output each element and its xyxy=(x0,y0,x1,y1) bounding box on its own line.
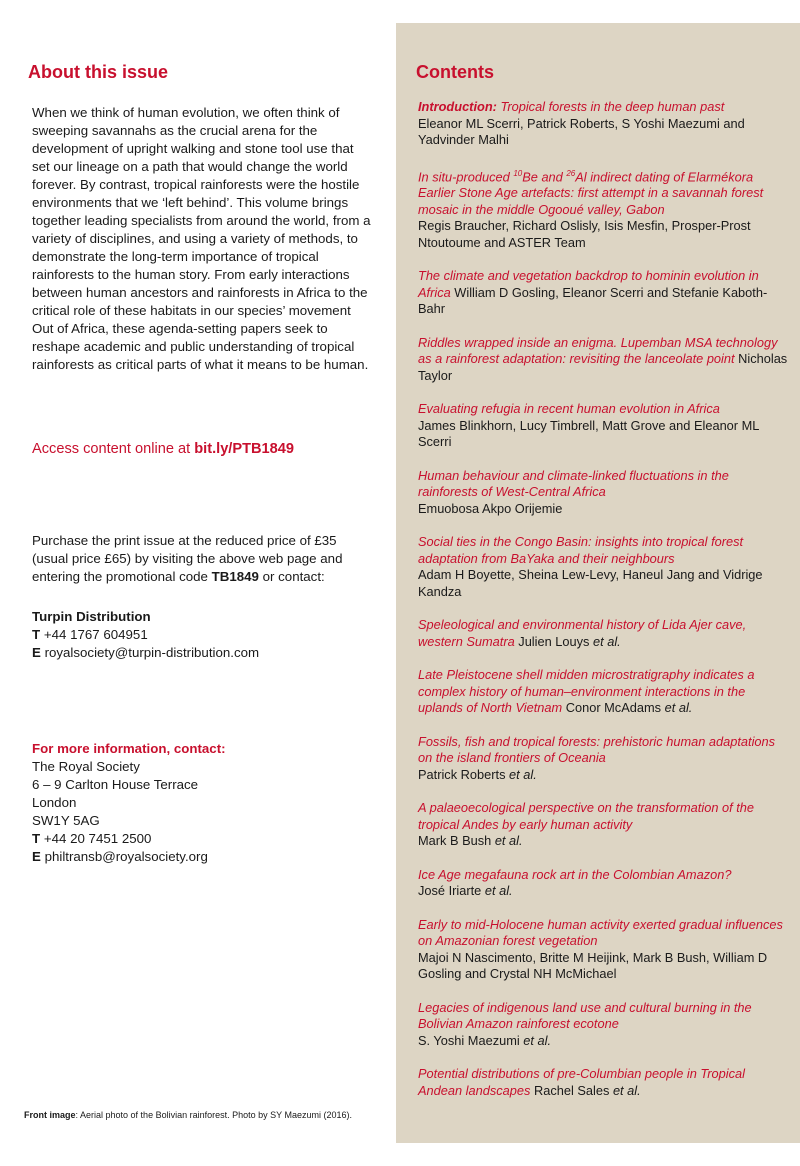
contents-entry[interactable] xyxy=(418,617,788,650)
contents-entry[interactable] xyxy=(418,534,788,600)
entry-title: Potential distributions of pre-Columbian people in Tropical Andean landscapes xyxy=(418,1066,745,1098)
caption-text: : Aerial photo of the Bolivian rainforest. Photo by SY Maezumi (2016). xyxy=(75,1110,353,1120)
purchase-suffix: or contact: xyxy=(258,569,325,584)
entry-authors: S. Yoshi Maezumi xyxy=(418,1032,524,1048)
entry-title: Tropical forests in the deep human past xyxy=(496,99,725,114)
access-line xyxy=(32,441,294,457)
entry-authors: Mark B Bush xyxy=(418,833,495,849)
entry-etal: et al. xyxy=(664,700,693,716)
contents-entry[interactable] xyxy=(418,800,788,850)
entry-authors: Julien Louys xyxy=(514,633,593,649)
entry-title: Evaluating refugia in recent human evolution in Africa xyxy=(418,401,720,417)
entry-sup-26: 26 xyxy=(566,168,576,178)
entry-title: Early to mid-Holocene human activity exerted gradual influences on Amazonian forest vegetation xyxy=(418,916,783,949)
entry-title-mid: Be and xyxy=(522,168,567,184)
entry-title: Speleological and environmental history of Lida Ajer cave, western Sumatra xyxy=(418,617,747,649)
entry-authors: Rachel Sales xyxy=(530,1082,613,1098)
entry-etal: et al. xyxy=(523,1032,552,1048)
contents-entry[interactable] xyxy=(418,667,788,717)
contents-entry[interactable] xyxy=(418,1066,788,1099)
access-link[interactable]: bit.ly/PTB1849 xyxy=(194,441,295,457)
entry-etal: et al. xyxy=(592,633,621,649)
contents-entry[interactable] xyxy=(418,734,788,784)
contact-line: 6 – 9 Carlton House Terrace xyxy=(32,777,199,792)
entry-lead xyxy=(418,99,497,114)
entry-title: Al indirect dating of Elarmékora Earlier Stone Age artefacts: first attempt in a savannah forest mosaic in the middle Ogooué valley, Gabon xyxy=(418,168,764,217)
entry-title-pre: In situ-produced xyxy=(418,168,514,184)
promo-code: TB1849 xyxy=(211,569,259,584)
entry-etal: et al. xyxy=(484,883,513,899)
entry-etal: et al. xyxy=(494,833,523,849)
contents-title: Contents xyxy=(416,62,494,82)
entry-title: Riddles wrapped inside an enigma. Lupemban MSA technology as a rainforest adaptation: revisiting the lanceolate point xyxy=(418,334,778,367)
contact-line: The Royal Society xyxy=(32,759,140,774)
entry-authors: Adam H Boyette, Sheina Lew-Levy, Haneul Jang and Vidrige Kandza xyxy=(418,567,763,599)
contents-list xyxy=(418,99,788,1116)
contents-entry[interactable] xyxy=(418,268,788,318)
about-body: When we think of human evolution, we often think of sweeping savannahs as the crucial arena for the development of upright walking and stone tool use that set our lineage on a path that would change the world forever. By contrast, tropical rainforests were the hostile environments that we ‘left behind’. This volume brings together leading specialists from around the world, from a variety of disciplines, and using a variety of methods, to demonstrate the long-term importance of tropical rainforests to the human story. From early interactions between human ancestors and rainforests in Africa to the critical role of these habitats in our species’ movement Out of Africa, these agenda-setting papers seek to reshape academic and public understanding of tropical rainforests as critical parts of what it means to be human. xyxy=(32,105,371,372)
entry-title: Human behaviour and climate-linked fluctuations in the rainforests of West-Central Africa xyxy=(418,467,729,500)
contents-entry[interactable] xyxy=(418,401,788,451)
entry-etal: et al. xyxy=(612,1082,641,1098)
contact-email-label: E xyxy=(32,849,41,864)
entry-authors: José Iriarte xyxy=(418,883,485,899)
entry-authors: Conor McAdams xyxy=(562,700,665,716)
entry-sup-10: 10 xyxy=(513,168,523,178)
distributor-phone: +44 1767 604951 xyxy=(40,627,148,642)
access-prefix: Access content online at xyxy=(32,441,195,457)
entry-title: Fossils, fish and tropical forests: prehistoric human adaptations on the island frontiers of Oceania xyxy=(418,733,776,766)
contact-line: SW1Y 5AG xyxy=(32,813,100,828)
entry-title: Ice Age megafauna rock art in the Colombian Amazon? xyxy=(418,866,732,882)
entry-authors: James Blinkhorn, Lucy Timbrell, Matt Grove and Eleanor ML Scerri xyxy=(418,417,759,450)
contact-phone: +44 20 7451 2500 xyxy=(40,831,152,846)
contact-line: London xyxy=(32,795,77,810)
entry-lead-text: Introduction: xyxy=(418,99,497,114)
entry-authors: Nicholas Taylor xyxy=(418,351,788,383)
contact-phone-label: T xyxy=(32,831,41,846)
distributor-name: Turpin Distribution xyxy=(32,609,151,624)
distributor-email-label: E xyxy=(32,645,41,660)
front-image-caption xyxy=(24,1110,352,1120)
entry-authors: Emuobosa Akpo Orijemie xyxy=(418,500,563,516)
entry-authors: Patrick Roberts xyxy=(418,766,510,782)
entry-title: A palaeoecological perspective on the transformation of the tropical Andes by early human activity xyxy=(418,800,755,832)
contents-entry[interactable] xyxy=(418,1000,788,1050)
entry-authors: Majoi N Nascimento, Britte M Heijink, Mark B Bush, William D Gosling and Crystal NH McMichael xyxy=(418,949,768,982)
about-title: About this issue xyxy=(28,62,169,82)
contents-entry[interactable] xyxy=(418,468,788,518)
entry-title: Social ties in the Congo Basin: insights into tropical forest adaptation from BaYaka and their neighbours xyxy=(418,534,744,566)
entry-etal: et al. xyxy=(509,766,537,782)
entry-title: Legacies of indigenous land use and cultural burning in the Bolivian Amazon rainforest ecotone xyxy=(418,999,752,1032)
contents-panel xyxy=(396,23,800,1143)
contents-entry[interactable] xyxy=(418,99,788,149)
contact-label: For more information, contact: xyxy=(32,741,226,756)
entry-authors: William D Gosling, Eleanor Scerri and Stefanie Kaboth-Bahr xyxy=(418,284,768,317)
entry-authors: Eleanor ML Scerri, Patrick Roberts, S Yoshi Maezumi and Yadvinder Malhi xyxy=(418,115,745,147)
contents-entry[interactable] xyxy=(418,335,788,385)
contact-block xyxy=(32,740,226,866)
distribution-block xyxy=(32,608,259,662)
caption-label: Front image xyxy=(24,1110,76,1120)
purchase-body: Purchase the print issue at the reduced price of £35 (usual price £65) by visiting the above web page and entering the promotional code xyxy=(32,533,343,584)
distributor-email[interactable]: royalsociety@turpin-distribution.com xyxy=(40,645,260,660)
contact-email[interactable]: philtransb@royalsociety.org xyxy=(40,849,208,864)
contents-entry[interactable] xyxy=(418,867,788,900)
purchase-text xyxy=(32,532,372,586)
entry-title: Late Pleistocene shell midden microstratigraphy indicates a complex history of human–environment interactions in the uplands of North Vietnam xyxy=(418,667,755,716)
entry-authors: Regis Braucher, Richard Oslisly, Isis Mesfin, Prosper-Prost Ntoutoume and ASTER Team xyxy=(418,218,751,250)
contents-entry[interactable] xyxy=(418,917,788,983)
distributor-phone-label: T xyxy=(32,627,41,642)
entry-title: The climate and vegetation backdrop to hominin evolution in Africa xyxy=(418,268,759,300)
contents-entry[interactable] xyxy=(418,166,788,252)
